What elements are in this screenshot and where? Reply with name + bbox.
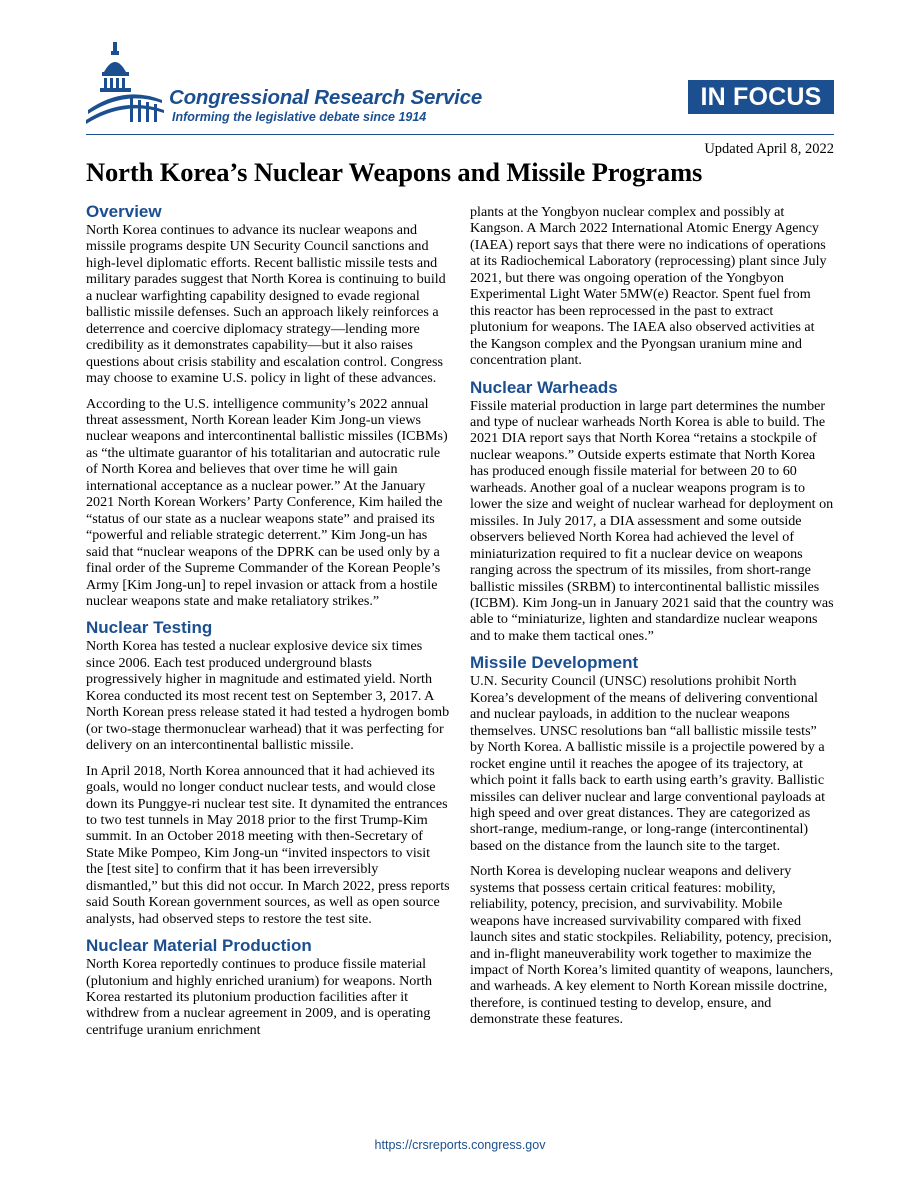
brand-tagline: Informing the legislative debate since 1914 [172, 110, 427, 124]
missile-paragraph-1: U.N. Security Council (UNSC) resolutions prohibit North Korea’s development of the means of delivering conventional and nuclear payloads, in addition to the nuclear weapons themselves. UNSC resolutions ban “all ballistic missile tests” by North Korea. A ballistic missile is a projectile powered by a rocket engine until it reaches the apogee of its trajectory, at which point it falls back to earth using earth’s gravity. Ballistic missiles can deliver nuclear and large conventional payloads at high speed and over great distances. They are categorized as short-range, medium-range, or long-range (intercontinental) based on the distance from the launch site to the target. [470, 673, 826, 854]
updated-date: Updated April 8, 2022 [704, 141, 834, 157]
missile-paragraph-2: North Korea is developing nuclear weapons and delivery systems that possess certain critical features: mobility, reliability, potency, precision, and survivability. Mobile weapons have increased survivability compared with fixed launch sites and static stockpiles. Reliability, potency, precision, and in-flight maneuverability work together to maximize the impact of North Korea’s limited quantity of weapons, launchers, and warheads. A key element to North Korean missile doctrine, therefore, is continued testing to develop, ensure, and demonstrate these features. [470, 863, 834, 1028]
material-paragraph-1-left: North Korea reportedly continues to produce fissile material (plutonium and highly enriched uranium) for weapons. North Korea restarted its plutonium production facilities after it withdrew from a nuclear agreement in 2009, and is operating centrifuge uranium enrichment [86, 956, 432, 1038]
capitol-dome-icon [84, 40, 164, 130]
testing-paragraph-2: In April 2018, North Korea announced that it had achieved its goals, would no longer conduct nuclear tests, and would close down its Punggye-ri nuclear test site. It dynamited the entrances to two test tunnels in May 2018 prior to the first Trump-Kim summit. In an October 2018 meeting with then-Secretary of State Mike Pompeo, Kim Jong-un “invited inspectors to visit the [test site] to confirm that it has been irreversibly dismantled,” but this did not occur. In March 2022, press reports said South Korean government sources, as well as open source analysts, had observed steps to restore the test site. [86, 762, 450, 927]
section-heading-overview: Overview [86, 202, 162, 221]
right-column [470, 204, 834, 1037]
warheads-paragraph-1: Fissile material production in large part determines the number and type of nuclear warheads North Korea is able to build. The 2021 DIA report says that North Korea “retains a stockpile of nuclear weapons.” Outside experts estimate that North Korea has produced enough fissile material for between 20 to 60 warheads. Another goal of a nuclear weapons program is to lower the size and weight of nuclear warhead for deployment on missiles. In July 2017, a DIA assessment and some outside observers believed North Korea had achieved the level of miniaturization required to fit a nuclear device on weapons ranging across the spectrum of its missiles, from short-range ballistic missiles (SRBM) to intercontinental ballistic missiles (ICBM). Kim Jong-un in January 2021 said that the country was able to “miniaturize, lighten and standardize nuclear weapons and to make them tactical ones.” [470, 397, 834, 644]
header-rule [86, 134, 834, 135]
in-focus-badge: IN FOCUS [688, 80, 834, 114]
material-paragraph-1-right: plants at the Yongbyon nuclear complex and possibly at Kangson. A March 2022 International Atomic Energy Agency (IAEA) report says that there were no indications of operations at its Radiochemical Laboratory (reprocessing) plant since July 2021, but there was ongoing operation of the Yongbyon Experimental Light Water 5MW(e) Reactor. Spent fuel from this reactor has been reprocessed in the past to extract plutonium for weapons. The IAEA also observed activities at the Kangson complex and the Pyongsan uranium mine and concentration plant. [470, 204, 827, 369]
overview-paragraph-1: North Korea continues to advance its nuclear weapons and missile programs despite UN Security Council sanctions and high-level diplomatic efforts. Recent ballistic missile tests and military parades suggest that North Korea is continuing to build a nuclear warfighting capability designed to evade regional ballistic missile defenses. Such an approach likely reinforces a deterrence and coercive diplomacy strategy—lending more credibility as it demonstrates capability—but it also raises questions about crisis stability and escalation control. Congress may choose to examine U.S. policy in light of these advances. [86, 222, 446, 387]
overview-paragraph-2: According to the U.S. intelligence community’s 2022 annual threat assessment, North Korean leader Kim Jong-un views nuclear weapons and intercontinental ballistic missiles (ICBMs) as “the ultimate guarantor of his totalitarian and autocratic rule of North Korea and believes that over time he will gain international acceptance as a nuclear power.” At the January 2021 North Korean Workers’ Party Conference, Kim hailed the “status of our state as a nuclear weapons state” and praised its “powerful and reliable strategic deterrent.” Kim Jong-un has said that “nuclear weapons of the DPRK can be used only by a final order of the Supreme Commander of the Korean People’s Army [Kim Jong-un] to repel invasion or attack from a hostile nuclear weapons state and make retaliatory strikes.” [86, 395, 448, 609]
section-heading-nuclear-testing: Nuclear Testing [86, 618, 213, 638]
section-heading-nuclear-warheads: Nuclear Warheads [470, 377, 618, 397]
left-column [86, 202, 450, 1047]
brand-name: Congressional Research Service [169, 86, 483, 109]
page-title: North Korea’s Nuclear Weapons and Missile Programs [86, 157, 703, 187]
footer-url[interactable]: https://crsreports.congress.gov [374, 1138, 546, 1152]
page-header [0, 0, 920, 157]
section-heading-missile-development: Missile Development [470, 653, 639, 673]
testing-paragraph-1: North Korea has tested a nuclear explosive device six times since 2006. Each test produced underground blasts progressively higher in magnitude and estimated yield. North Korea conducted its most recent test on September 3, 2017. A North Korean press release stated it had tested a hydrogen bomb (or two-stage thermonuclear warhead) that it was perfecting for delivery on an intercontinental ballistic missile. [86, 638, 450, 754]
section-heading-nuclear-material: Nuclear Material Production [86, 936, 312, 956]
